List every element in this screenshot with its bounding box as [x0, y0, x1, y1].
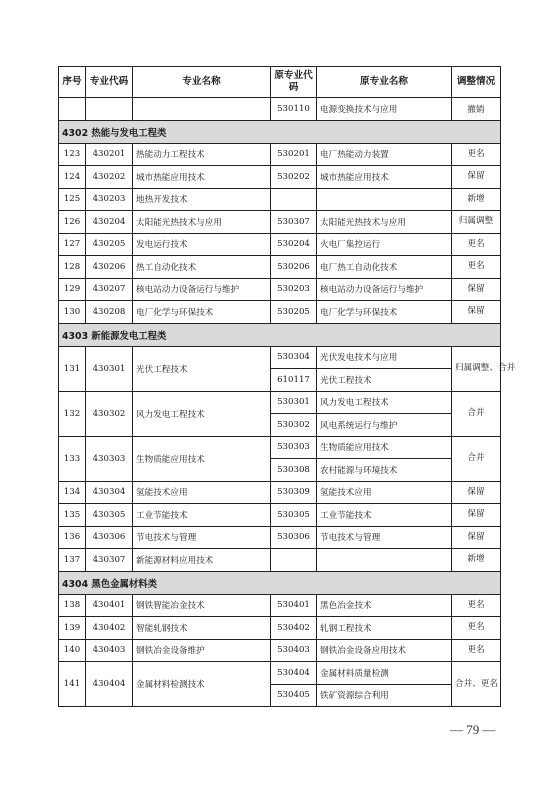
code-cell: 430206	[86, 256, 133, 279]
seq-cell: 133	[59, 436, 86, 481]
orig-code-cell: 530301	[271, 391, 317, 414]
adjust-cell: 保留	[452, 504, 501, 527]
seq-cell: 124	[59, 166, 86, 189]
code-cell: 430205	[86, 233, 133, 256]
adjust-cell: 保留	[452, 481, 501, 504]
code-cell: 430403	[86, 639, 133, 662]
name-cell: 智能轧钢技术	[133, 617, 271, 640]
name-cell: 钢铁冶金设备维护	[133, 639, 271, 662]
code-cell: 430302	[86, 391, 133, 436]
seq-cell: 125	[59, 188, 86, 211]
orig-name-cell: 城市热能应用技术	[317, 166, 452, 189]
table-row	[59, 662, 501, 685]
orig-code-cell: 530110	[271, 98, 317, 121]
code-cell: 430402	[86, 617, 133, 640]
header-seq: 序号	[59, 67, 86, 98]
orig-name-cell: 电厂化学与环保技术	[317, 301, 452, 324]
seq-cell: 140	[59, 639, 86, 662]
orig-code-cell: 530309	[271, 481, 317, 504]
name-cell: 金属材料检测技术	[133, 662, 271, 707]
adjust-cell: 新增	[452, 188, 501, 211]
seq-cell: 129	[59, 278, 86, 301]
section-title: 4304 黑色金属材料类	[59, 571, 501, 594]
section-title: 4303 新能源发电工程类	[59, 323, 501, 346]
seq-cell	[59, 98, 86, 121]
seq-cell: 131	[59, 346, 86, 391]
orig-code-cell: 530404	[271, 662, 317, 685]
table-row	[59, 256, 501, 279]
table-row	[59, 346, 501, 369]
adjust-cell: 撤销	[452, 98, 501, 121]
orig-code-cell: 530305	[271, 504, 317, 527]
name-cell: 新能源材料应用技术	[133, 549, 271, 572]
orig-name-cell: 风电系统运行与维护	[317, 414, 452, 437]
table-row	[59, 278, 501, 301]
seq-cell: 132	[59, 391, 86, 436]
table-row	[59, 188, 501, 211]
orig-name-cell	[317, 188, 452, 211]
code-cell: 430201	[86, 143, 133, 166]
name-cell: 节电技术与管理	[133, 526, 271, 549]
orig-code-cell: 530405	[271, 684, 317, 707]
table-row	[59, 391, 501, 414]
table-row	[59, 301, 501, 324]
header-orig-code: 原专业代码	[271, 67, 317, 98]
table-row	[59, 481, 501, 504]
adjust-cell: 归属调整	[452, 211, 501, 234]
code-cell: 430401	[86, 594, 133, 617]
name-cell: 发电运行技术	[133, 233, 271, 256]
orig-name-cell: 氢能技术应用	[317, 481, 452, 504]
adjust-cell: 保留	[452, 278, 501, 301]
orig-code-cell	[271, 549, 317, 572]
table-row	[59, 166, 501, 189]
header-adjust: 调整情况	[452, 67, 501, 98]
name-cell: 生物质能应用技术	[133, 436, 271, 481]
header-name: 专业名称	[133, 67, 271, 98]
code-cell: 430208	[86, 301, 133, 324]
orig-code-cell: 530204	[271, 233, 317, 256]
table-row	[59, 143, 501, 166]
section-row	[59, 323, 501, 346]
name-cell: 热工自动化技术	[133, 256, 271, 279]
orig-name-cell: 金属材料质量检测	[317, 662, 452, 685]
seq-cell: 139	[59, 617, 86, 640]
code-cell: 430306	[86, 526, 133, 549]
name-cell: 太阳能光热技术与应用	[133, 211, 271, 234]
adjust-cell: 更名	[452, 143, 501, 166]
name-cell: 工业节能技术	[133, 504, 271, 527]
orig-code-cell: 530403	[271, 639, 317, 662]
orig-name-cell: 电厂热能动力装置	[317, 143, 452, 166]
name-cell: 钢铁智能冶金技术	[133, 594, 271, 617]
code-cell: 430404	[86, 662, 133, 707]
adjust-cell: 保留	[452, 301, 501, 324]
orig-name-cell: 电厂热工自动化技术	[317, 256, 452, 279]
orig-code-cell: 530206	[271, 256, 317, 279]
table-row	[59, 594, 501, 617]
orig-code-cell: 530402	[271, 617, 317, 640]
seq-cell: 134	[59, 481, 86, 504]
table-row	[59, 233, 501, 256]
adjust-cell: 新增	[452, 549, 501, 572]
table-row	[59, 639, 501, 662]
code-cell: 430301	[86, 346, 133, 391]
orig-name-cell: 光伏工程技术	[317, 369, 452, 392]
header-code: 专业代码	[86, 67, 133, 98]
orig-code-cell: 530306	[271, 526, 317, 549]
table-row	[59, 211, 501, 234]
seq-cell: 130	[59, 301, 86, 324]
name-cell: 电厂化学与环保技术	[133, 301, 271, 324]
code-cell: 430203	[86, 188, 133, 211]
seq-cell: 141	[59, 662, 86, 707]
adjust-cell: 归属调整、合并	[452, 346, 501, 391]
orig-code-cell: 530401	[271, 594, 317, 617]
orig-name-cell: 电源变换技术与应用	[317, 98, 452, 121]
orig-code-cell: 530202	[271, 166, 317, 189]
orig-code-cell: 530304	[271, 346, 317, 369]
orig-code-cell	[271, 188, 317, 211]
adjust-cell: 更名	[452, 256, 501, 279]
table-row	[59, 549, 501, 572]
name-cell: 核电站动力设备运行与维护	[133, 278, 271, 301]
seq-cell: 136	[59, 526, 86, 549]
orig-name-cell: 风力发电工程技术	[317, 391, 452, 414]
code-cell: 430303	[86, 436, 133, 481]
table-header-row	[59, 67, 501, 98]
adjust-cell: 保留	[452, 526, 501, 549]
code-cell: 430305	[86, 504, 133, 527]
orig-name-cell: 光伏发电技术与应用	[317, 346, 452, 369]
seq-cell: 137	[59, 549, 86, 572]
name-cell: 氢能技术应用	[133, 481, 271, 504]
seq-cell: 126	[59, 211, 86, 234]
code-cell: 430207	[86, 278, 133, 301]
orig-name-cell: 工业节能技术	[317, 504, 452, 527]
code-cell: 430304	[86, 481, 133, 504]
orig-code-cell: 610117	[271, 369, 317, 392]
seq-cell: 127	[59, 233, 86, 256]
adjust-cell: 合并	[452, 436, 501, 481]
name-cell: 热能动力工程技术	[133, 143, 271, 166]
orig-code-cell: 530302	[271, 414, 317, 437]
code-cell: 430307	[86, 549, 133, 572]
adjust-cell: 更名	[452, 594, 501, 617]
seq-cell: 138	[59, 594, 86, 617]
code-cell: 430204	[86, 211, 133, 234]
orig-name-cell	[317, 549, 452, 572]
seq-cell: 128	[59, 256, 86, 279]
name-cell: 风力发电工程技术	[133, 391, 271, 436]
orig-name-cell: 黑色冶金技术	[317, 594, 452, 617]
section-row	[59, 571, 501, 594]
orig-code-cell: 530203	[271, 278, 317, 301]
orig-name-cell: 火电厂集控运行	[317, 233, 452, 256]
section-row	[59, 120, 501, 143]
adjust-cell: 更名	[452, 617, 501, 640]
page-number: — 79 —	[450, 722, 496, 737]
seq-cell: 123	[59, 143, 86, 166]
name-cell: 光伏工程技术	[133, 346, 271, 391]
name-cell: 地热开发技术	[133, 188, 271, 211]
table-row	[59, 98, 501, 121]
table-row	[59, 617, 501, 640]
code-cell	[86, 98, 133, 121]
orig-name-cell: 核电站动力设备运行与维护	[317, 278, 452, 301]
orig-name-cell: 太阳能光热技术与应用	[317, 211, 452, 234]
adjust-cell: 更名	[452, 233, 501, 256]
adjust-cell: 更名	[452, 639, 501, 662]
header-orig-name: 原专业名称	[317, 67, 452, 98]
orig-name-cell: 轧钢工程技术	[317, 617, 452, 640]
orig-name-cell: 农村能源与环境技术	[317, 459, 452, 482]
orig-name-cell: 钢铁冶金设备应用技术	[317, 639, 452, 662]
table-row	[59, 436, 501, 459]
table-row	[59, 504, 501, 527]
section-title: 4302 热能与发电工程类	[59, 120, 501, 143]
orig-code-cell: 530308	[271, 459, 317, 482]
name-cell: 城市热能应用技术	[133, 166, 271, 189]
adjust-cell: 合并、更名	[452, 662, 501, 707]
code-cell: 430202	[86, 166, 133, 189]
adjust-cell: 合并	[452, 391, 501, 436]
orig-code-cell: 530307	[271, 211, 317, 234]
seq-cell: 135	[59, 504, 86, 527]
table-row	[59, 526, 501, 549]
orig-name-cell: 节电技术与管理	[317, 526, 452, 549]
orig-code-cell: 530201	[271, 143, 317, 166]
orig-code-cell: 530205	[271, 301, 317, 324]
orig-code-cell: 530303	[271, 436, 317, 459]
name-cell	[133, 98, 271, 121]
major-catalog-table	[58, 66, 516, 707]
adjust-cell: 保留	[452, 166, 501, 189]
orig-name-cell: 生物质能应用技术	[317, 436, 452, 459]
orig-name-cell: 铁矿资源综合利用	[317, 684, 452, 707]
